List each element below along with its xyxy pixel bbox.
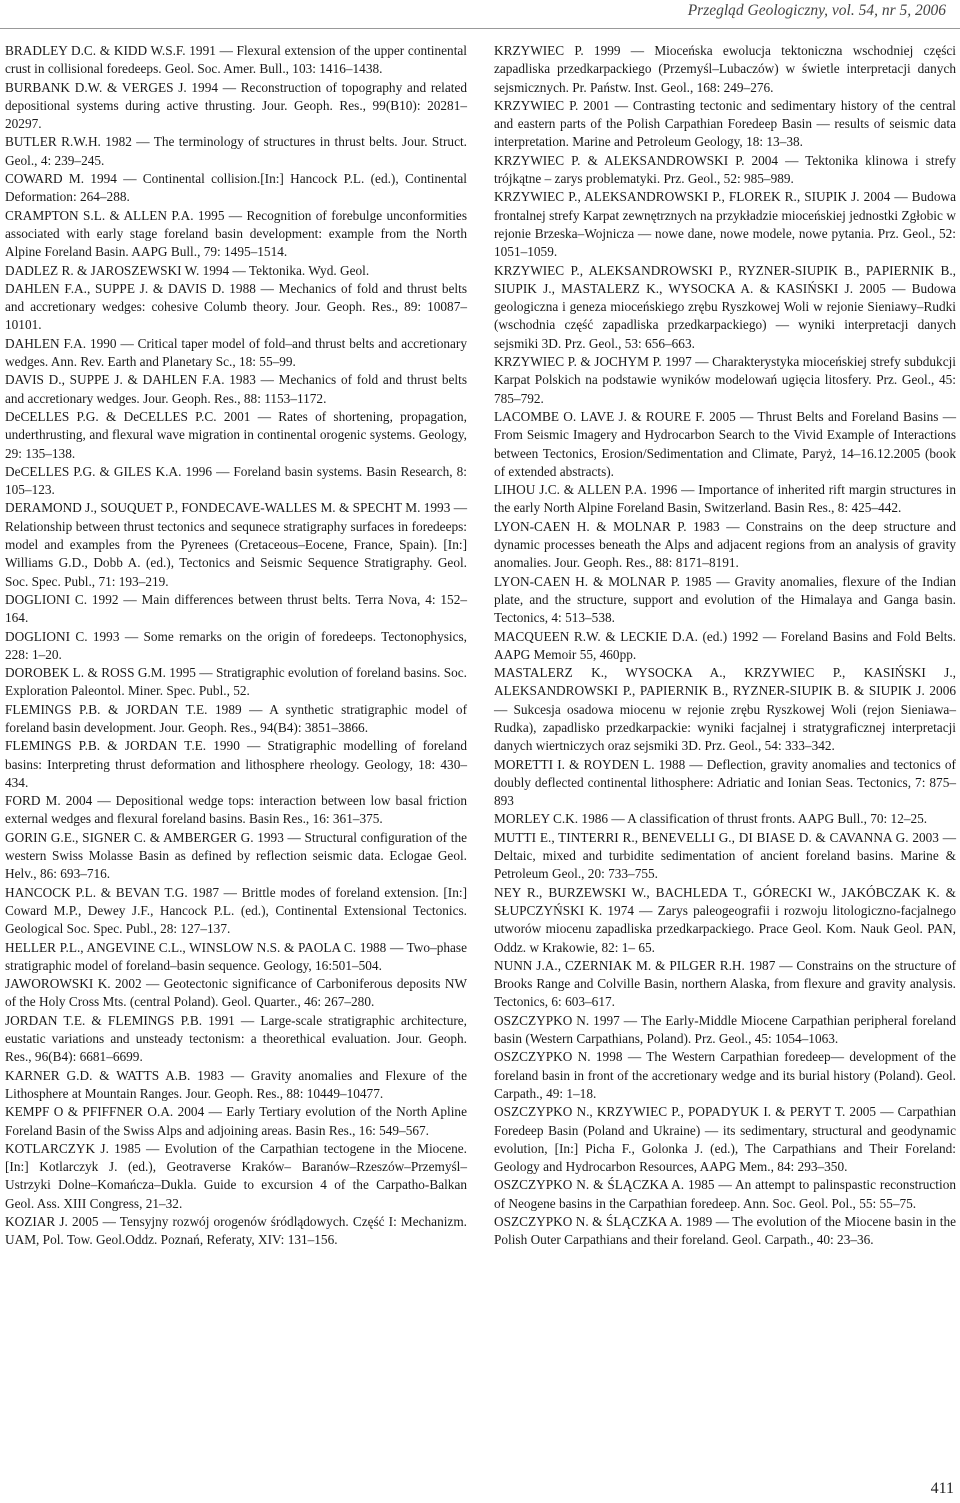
reference-entry: DOGLIONI C. 1993 — Some remarks on the origin of foredeeps. Tectonophysics, 228: 1–20.	[5, 628, 467, 662]
reference-entry: DOROBEK L. & ROSS G.M. 1995 — Stratigraphic evolution of foreland basins. Soc. Exploration Paleontol. Miner. Spec. Publ., 52.	[5, 665, 467, 699]
reference-entry: KEMPF O & PFIFFNER O.A. 2004 — Early Tertiary evolution of the North Apline Foreland Basin of the Swiss Alps and adjoining areas. Basin Res., 16: 549–567.	[5, 1104, 467, 1138]
reference-entry: MACQUEEN R.W. & LECKIE D.A. (ed.) 1992 — Foreland Basins and Fold Belts. AAPG Memoir 55, 460pp.	[494, 628, 956, 662]
reference-entry: CRAMPTON S.L. & ALLEN P.A. 1995 — Recognition of forebulge unconformities associated with early stage foreland basin development: example from the North Alpine Foreland Basin. AAPG Bull., 79: 1495–1514.	[5, 207, 467, 260]
reference-entry: DeCELLES P.G. & GILES K.A. 1996 — Foreland basin systems. Basin Research, 8: 105–123.	[5, 463, 467, 498]
reference-entry: BUTLER R.W.H. 1982 — The terminology of structures in thrust belts. Jour. Struct. Geol., 4: 239–245.	[5, 134, 467, 168]
reference-entry: JORDAN T.E. & FLEMINGS P.B. 1991 — Large-scale stratigraphic architecture, eustatic variations and unsteady tectonism: a theorethical evaluation. Jour. Geoph. Res., 96(B4): 6681–6699.	[5, 1012, 467, 1065]
reference-entry: DeCELLES P.G. & DeCELLES P.C. 2001 — Rates of shortening, propagation, underthrusting, and flexural wave migration in continental orogenic systems. Geology, 29: 135–138.	[5, 408, 467, 461]
reference-entry: OSZCZYPKO N. 1997 — The Early-Middle Miocene Carpathian peripheral foreland basin (Western Carpathians, Poland). Prz. Geol., 45: 1054–1063.	[494, 1012, 956, 1047]
reference-entry: KOZIAR J. 2005 — Tensyjny rozwój orogenów śródlądowych. Część I: Mechanizm. UAM, Pol. Tow. Geol.Oddz. Poznań, Referaty, XIV: 131–156.	[5, 1214, 467, 1248]
reference-entry: BURBANK D.W. & VERGES J. 1994 — Reconstruction of topography and related depositional systems during active thrusting. Jour. Geoph. Res., 99(B10): 20281–20297.	[5, 79, 467, 132]
reference-entry: GORIN G.E., SIGNER C. & AMBERGER G. 1993 — Structural configuration of the western Swiss Molasse Basin as defined by reflection seismic data. Eclogae Geol. Helv., 86: 693–716.	[5, 829, 467, 882]
reference-entry: NEY R., BURZEWSKI W., BACHLEDA T., GÓRECKI W., JAKÓBCZAK K. & SŁUPCZYŃSKI K. 1974 — Zarys paleogeografii i rozwoju litologiczno-facjalnego utworów miocenu zapadliska przedkarpackiego. Prace Geol. Kom. Nauk Geol. PAN, Oddz. w Krakowie, 82: 1– 65.	[494, 884, 956, 955]
reference-entry: KRZYWIEC P., ALEKSANDROWSKI P., RYZNER-SIUPIK B., PAPIERNIK B., SIUPIK J., MASTALERZ K., WYSOCKA A. & KASIŃSKI J. 2005 — Budowa geologiczna i geneza mioceńskiego zrębu Ryszkowej Woli w rejonie Sieniawy–Rudki (wschodnia część zapadliska przedkarpackiego) — wyniki interpretacji danych sejsmiki 3D. Prz. Geol., 53: 656–663.	[494, 262, 956, 351]
reference-entry: JAWOROWSKI K. 2002 — Geotectonic significance of Carboniferous deposits NW of the Holy Cross Mts. (central Poland). Geol. Quarter., 46: 267–280.	[5, 976, 467, 1010]
reference-entry: OSZCZYPKO N. & ŚLĄCZKA A. 1989 — The evolution of the Miocene basin in the Polish Outer Carpathians and their foreland. Geol. Carpath., 40: 23–36.	[494, 1214, 956, 1248]
reference-entry: LIHOU J.C. & ALLEN P.A. 1996 — Importance of inherited rift margin structures in the early North Alpine Foreland Basin, Switzerland. Basin Res., 8: 425–442.	[494, 482, 956, 516]
reference-entry: BRADLEY D.C. & KIDD W.S.F. 1991 — Flexural extension of the upper continental crust in collisional foredeeps. Geol. Soc. Amer. Bull., 103: 1416–1438.	[5, 43, 467, 77]
header-rule	[0, 28, 960, 29]
reference-entry: OSZCZYPKO N. 1998 — The Western Carpathian foredeep— development of the foreland basin in front of the accretionary wedge and its burial history (Poland). Geol. Carpath., 49: 1–18.	[494, 1049, 956, 1101]
reference-entry: OSZCZYPKO N., KRZYWIEC P., POPADYUK I. & PERYT T. 2005 — Carpathian Foredeep Basin (Poland and Ukraine) — its sedimentary, structural and geodynamic evolution, [In:] Picha F., Golonka J. (ed.), The Carpathians and Their Foreland: Geology and Hydrocarbon Resources, AAPG Mem., 84: 293–350.	[494, 1104, 956, 1175]
references-right-column	[494, 42, 956, 1250]
reference-entry: MASTALERZ K., WYSOCKA A., KRZYWIEC P., KASIŃSKI J., ALEKSANDROWSKI P., PAPIERNIK B., RYZNER-SIUPIK B. & SIUPIK J. 2006 — Sukcesja osadowa miocenu w rejonie zrębu Ryszkowej Woli (rejon Sieniawa–Rudka), zapadlisko przedkarpackie: wyniki facjalnej i stratygraficznej interpretacji danych wiertniczych oraz sejsmiki 3D. Prz. Geol., 54: 333–342.	[494, 665, 956, 754]
reference-entry: FLEMINGS P.B. & JORDAN T.E. 1989 — A synthetic stratigraphic model of foreland basin development. Jour. Geoph. Res., 94(B4): 3851–3866.	[5, 701, 467, 735]
reference-entry: LYON-CAEN H. & MOLNAR P. 1985 — Gravity anomalies, flexure of the Indian plate, and the structure, support and evolution of the Himalaya and Ganga basin. Tectonics, 4: 513–538.	[494, 573, 956, 626]
reference-entry: LACOMBE O. LAVE J. & ROURE F. 2005 — Thrust Belts and Foreland Basins — From Seismic Imagery and Hydrocarbon Search to the Vivid Example of Interactions between Tectonics, Erosion/Sedimentation and Climate, Paryż, 14–16.12.2005 (book of extended abstracts).	[494, 408, 956, 479]
reference-entry: COWARD M. 1994 — Continental collision.[In:] Hancock P.L. (ed.), Continental Deformation: 264–288.	[5, 171, 467, 205]
references-left-column	[5, 42, 467, 1250]
reference-entry: KRZYWIEC P. & JOCHYM P. 1997 — Charakterystyka mioceńskiej strefy subdukcji Karpat Polskich na podstawie wyników modelowań ugięcia litosfery. Prz. Geol., 45: 785–792.	[494, 354, 956, 406]
reference-entry: DAVIS D., SUPPE J. & DAHLEN F.A. 1983 — Mechanics of fold and thrust belts and accretionary wedges. Jour. Geoph. Res., 88: 1153–1172.	[5, 372, 467, 406]
reference-entry: HELLER P.L., ANGEVINE C.L., WINSLOW N.S. & PAOLA C. 1988 — Two–phase stratigraphic model of foreland–basin sequence. Geology, 16:501–504.	[5, 939, 467, 973]
reference-entry: FLEMINGS P.B. & JORDAN T.E. 1990 — Stratigraphic modelling of foreland basins: Interpreting thrust deformation and lithosphere rheology. Geology, 18: 430–434.	[5, 738, 467, 790]
reference-entry: MUTTI E., TINTERRI R., BENEVELLI G., DI BIASE D. & CAVANNA G. 2003 — Deltaic, mixed and turbidite sedimentation of ancient foreland basins. Marine & Petroleum Geol., 20: 733–755.	[494, 829, 956, 882]
reference-entry: OSZCZYPKO N. & ŚLĄCZKA A. 1985 — An attempt to palinspastic reconstruction of Neogene basins in the Carpathian foredeep. Ann. Soc. Geol. Pol., 55: 55–75.	[494, 1177, 956, 1211]
journal-title: Przegląd Geologiczny, vol. 54, nr 5, 2006	[687, 2, 946, 19]
reference-entry: DADLEZ R. & JAROSZEWSKI W. 1994 — Tektonika. Wyd. Geol.	[5, 262, 370, 278]
page-number: 411	[930, 1480, 954, 1497]
reference-entry: KOTLARCZYK J. 1985 — Evolution of the Carpathian tectogene in the Miocene. [In:] Kotlarczyk J. (ed.), Geotraverse Kraków– Baranów–Rzeszów–Przemyśl–Ustrzyki Dolne–Komańcza–Dukla. Guide to excursion 4 of the Carpatho-Balkan Geol. Ass. XIII Congress, 21–32.	[5, 1140, 467, 1211]
reference-entry: NUNN J.A., CZERNIAK M. & PILGER R.H. 1987 — Constrains on the structure of Brooks Range and Colville Basin, northern Alaska, from flexure and gravity analysis. Tectonics, 6: 603–617.	[494, 957, 956, 1010]
reference-entry: DERAMOND J., SOUQUET P., FONDECAVE-WALLES M. & SPECHT M. 1993 — Relationship between thrust tectonics and sequnece stratigraphy surfaces in foredeeps: model and examples from the Pyrenees (Cretaceous–Eocene, France, Spain). [In:] Williams G.D., Dobb A. (ed.), Tectonics and Seismic Sequence Stratigraphy. Geol. Soc. Spec. Publ., 71: 193–219.	[5, 500, 467, 589]
reference-entry: MORETTI I. & ROYDEN L. 1988 — Deflection, gravity anomalies and tectonics of doubly deflected continental lithosphere: Adriatic and Ionian Seas. Tectonics, 7: 875–893	[494, 756, 956, 809]
reference-entry: HANCOCK P.L. & BEVAN T.G. 1987 — Brittle modes of foreland extension. [In:] Coward M.P., Dewey J.F., Hancock P.L. (ed.), Continental Extensional Tectonics. Geological Soc. Spec. Publ., 28: 127–137.	[5, 884, 467, 937]
reference-entry: MORLEY C.K. 1986 — A classification of thrust fronts. AAPG Bull., 70: 12–25.	[494, 811, 928, 827]
reference-entry: DOGLIONI C. 1992 — Main differences between thrust belts. Terra Nova, 4: 152–164.	[5, 591, 467, 626]
reference-entry: KRZYWIEC P. & ALEKSANDROWSKI P. 2004 — Tektonika klinowa i strefy trójkątne – zarys problematyki. Prz. Geol., 52: 985–989.	[494, 152, 956, 187]
reference-entry: DAHLEN F.A., SUPPE J. & DAVIS D. 1988 — Mechanics of fold and thrust belts and accretionary wedges: cohesive Columb theory. Jour. Geoph. Res., 89: 10087–10101.	[5, 280, 467, 333]
reference-entry: KRZYWIEC P., ALEKSANDROWSKI P., FLOREK R., SIUPIK J. 2004 — Budowa frontalnej strefy Karpat zewnętrznych na przykładzie mioceńskiej jednostki Zgłobic w rejonie Brzeska–Wojnicza — nowe dane, nowe modele, nowe pytania. Prz. Geol., 52: 1051–1059.	[494, 189, 956, 260]
reference-entry: KRZYWIEC P. 2001 — Contrasting tectonic and sedimentary history of the central and eastern parts of the Polish Carpathian Foredeep Basin — results of seismic data interpretation. Marine and Petroleum Geology, 18: 13–38.	[494, 97, 956, 150]
reference-entry: KRZYWIEC P. 1999 — Mioceńska ewolucja tektoniczna wschodniej części zapadliska przedkarpackiego (Przemyśl–Lubaczów) w świetle interpretacji danych sejsmicznych. Pr. Państw. Inst. Geol., 168: 249–276.	[494, 43, 956, 95]
reference-entry: KARNER G.D. & WATTS A.B. 1983 — Gravity anomalies and Flexure of the Lithosphere at Mountain Ranges. Jour. Geoph. Res., 88: 10449–10477.	[5, 1067, 467, 1101]
page-header	[0, 0, 960, 32]
reference-entry: LYON-CAEN H. & MOLNAR P. 1983 — Constrains on the deep structure and dynamic processes beneath the Alps and adjacent regions from an analysis of gravity anomalies. Jour. Geoph. Res., 88: 8171–8191.	[494, 518, 956, 571]
reference-entry: DAHLEN F.A. 1990 — Critical taper model of fold–and thrust belts and accretionary wedges. Ann. Rev. Earth and Planetary Sc., 18: 55–99.	[5, 335, 467, 370]
reference-entry: FORD M. 2004 — Depositional wedge tops: interaction between low basal friction external wedges and flexural foreland basins. Basin Res., 16: 361–375.	[5, 793, 467, 827]
